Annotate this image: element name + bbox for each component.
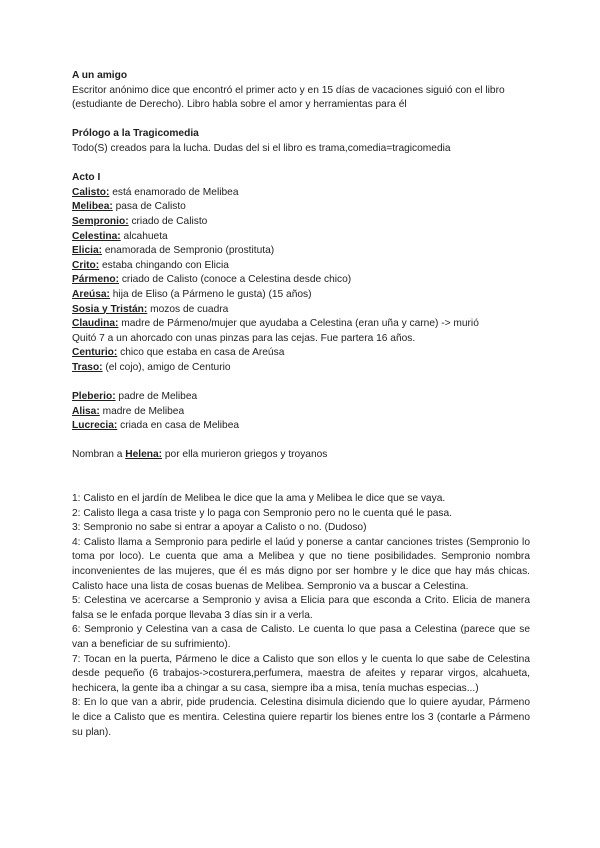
section-text-a-un-amigo: Escritor anónimo dice que encontró el primer acto y en 15 días de vacaciones siguió con el libro (estudiante de Derecho). Libro habla sobre el amor y herramientas para él [72,84,505,111]
character-entry [72,288,530,303]
summary-item: 1: Calisto en el jardín de Melibea le dice que la ama y Melibea le dice que se vaya. [72,493,446,505]
character-entry [72,419,530,434]
character-name: Areúsa: [72,288,110,300]
character-continuation: Quitó 7 a un ahorcado con unas pinzas para las cejas. Fue partera 16 años. [72,332,416,344]
character-desc: (el cojo), amigo de Centurio [102,361,231,373]
character-list [72,186,530,376]
character-desc: pasa de Calisto [112,201,186,213]
character-entry [72,303,530,318]
character-desc: madre de Melibea [99,405,185,417]
character-entry [72,361,530,376]
character-list-family [72,390,530,434]
character-entry [72,244,530,259]
character-name: Centurio: [72,347,118,359]
character-entry [72,346,530,361]
character-desc: alcahueta [120,230,168,242]
character-entry [72,405,530,420]
summary-item: 8: En lo que van a abrir, pide prudencia. Celestina disimula diciendo que lo quiere ayudar, Pármeno le dice a Calisto que es mentira. Celestina quiere repartir los bienes entre los 3 (contarle a Pármeno su plan). [72,697,530,738]
character-name: Celestina: [72,230,121,242]
character-name: Sempronio: [72,215,129,227]
character-entry [72,390,530,405]
character-desc: criada en casa de Melibea [117,420,240,432]
section-title-prologo: Prólogo a la Tragicomedia [72,128,199,140]
summary-item: 7: Tocan en la puerta, Pármeno le dice a Calisto que son ellos y le cuenta lo que sabe de Celestina desde pequeño (6 trabajos->costurera,perfumera, maestra de afeites y reparar virgos, alcahueta, hechicera, la gente iba a chingar a su casa, siempre iba a misa, tenía muchas especias...) [72,653,530,694]
character-entry [72,230,530,245]
character-entry [72,317,530,332]
summary-item: 3: Sempronio no sabe si entrar a apoyar a Calisto o no. (Dudoso) [72,522,367,534]
section-text-prologo: Todo(S) creados para la lucha. Dudas del si el libro es trama,comedia=tragicomedia [72,142,451,154]
character-name: Pleberio: [72,391,116,403]
character-desc: está enamorado de Melibea [109,186,239,198]
section-title-acto-i: Acto I [72,172,101,184]
summary-list [72,492,530,740]
helena-line [72,448,530,463]
helena-prefix: Nombran a [72,449,126,461]
character-name: Claudina: [72,318,119,330]
character-name: Crito: [72,259,100,271]
character-desc: criado de Calisto [128,215,208,227]
summary-item: 6: Sempronio y Celestina van a casa de Calisto. Le cuenta lo que pasa a Celestina (parece que se van a beneficiar de su sufrimiento). [72,624,530,650]
character-desc: mozos de cuadra [147,303,229,315]
character-name: Pármeno: [72,274,119,286]
character-desc: hija de Eliso (a Pármeno le gusta) (15 años) [109,288,312,300]
character-name: Alisa: [72,405,100,417]
character-desc: criado de Calisto (conoce a Celestina desde chico) [119,274,352,286]
character-desc: padre de Melibea [115,391,198,403]
character-name: Traso: [72,361,103,373]
character-entry [72,259,530,274]
character-entry [72,200,530,215]
character-name: Melibea: [72,201,113,213]
summary-item: 5: Celestina ve acercarse a Sempronio y avisa a Elicia para que esconda a Crito. Elicia de manera falsa se le enfada porque llevaba 3 días sin ir a verla. [72,595,530,621]
character-entry [72,273,530,288]
section-title-a-un-amigo: A un amigo [72,70,128,81]
character-name: Sosia y Tristán: [72,303,148,315]
character-name: Helena: [125,449,163,461]
character-desc: madre de Pármeno/mujer que ayudaba a Celestina (eran uña y carne) -> murió [118,318,479,330]
character-name: Lucrecia: [72,420,118,432]
summary-item: 2: Calisto llega a casa triste y lo paga con Sempronio pero no le cuenta qué le pasa. [72,507,453,519]
character-desc: por ella murieron griegos y troyanos [162,449,328,461]
character-desc: enamorada de Sempronio (prostituta) [102,245,275,257]
character-desc: chico que estaba en casa de Areúsa [117,347,285,359]
character-name: Calisto: [72,186,110,198]
character-entry [72,186,530,201]
character-entry [72,215,530,230]
summary-item: 4: Calisto llama a Sempronio para pedirle el laúd y ponerse a cantar canciones tristes (Sempronio lo toma por loco). Le cuenta que ama a Melibea y que no tiene posibilidades. Sempronio nombra inconvenientes de las mujeres, que él es más digno por ser hombre y le dice que hay más chicas. Calisto hace una lista de cosas buenas de Melibea. Sempronio va a buscar a Celestina. [72,536,530,592]
character-name: Elicia: [72,245,103,257]
character-desc: estaba chingando con Elicia [99,259,229,271]
